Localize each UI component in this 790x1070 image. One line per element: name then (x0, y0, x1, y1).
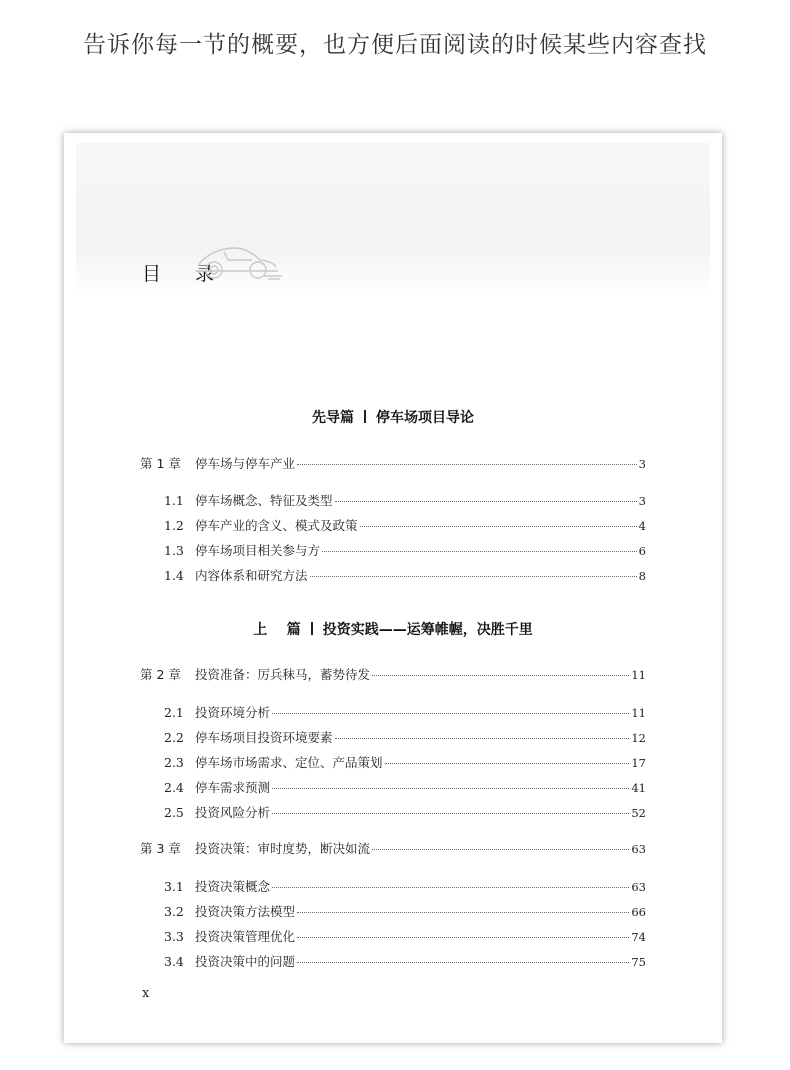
page-caption: 告诉你每一节的概要，也方便后面阅读的时候某些内容查找 (83, 32, 707, 58)
section-number: 2.3 (164, 755, 184, 770)
dot-leader (310, 576, 637, 577)
section-title: 投资决策方法模型 (195, 904, 296, 919)
part-separator (311, 622, 313, 635)
toc-section-entry[interactable] (164, 952, 646, 970)
dot-leader (297, 962, 629, 963)
toc-section-entry[interactable] (164, 728, 646, 746)
toc-chapter-entry[interactable] (140, 839, 646, 857)
page-number: 66 (631, 905, 646, 919)
section-number: 3.2 (164, 904, 184, 919)
page-number: 41 (631, 781, 646, 795)
dot-leader (272, 887, 629, 888)
toc-section-entry[interactable] (164, 902, 646, 920)
page-number: 3 (638, 494, 646, 508)
part-title: 投资实践——运筹帷幄，决胜千里 (322, 622, 533, 638)
section-number: 1.2 (164, 518, 184, 533)
page-number: 75 (631, 955, 646, 969)
toc-section-entry[interactable] (164, 927, 646, 945)
dot-leader (272, 813, 629, 814)
page-number: 12 (631, 731, 646, 745)
section-number: 1.3 (164, 543, 184, 558)
page-number: 3 (638, 457, 646, 471)
section-title: 停车场项目投资环境要素 (195, 730, 333, 745)
section-title: 投资环境分析 (195, 705, 271, 720)
page-number: 63 (631, 842, 646, 856)
dot-leader (297, 464, 637, 465)
toc-section-entry[interactable] (164, 703, 646, 721)
page-number: 11 (631, 706, 646, 720)
part-label: 先导篇 (312, 410, 354, 426)
page-number: 11 (631, 668, 646, 682)
chapter-number: 第 2 章 (140, 667, 181, 682)
toc-section-entry[interactable] (164, 803, 646, 821)
page-number: 4 (638, 519, 646, 533)
section-number: 1.4 (164, 568, 184, 583)
section-number: 1.1 (164, 493, 184, 508)
dot-leader (297, 937, 629, 938)
folio-page-number: x (142, 986, 150, 1001)
page-number: 74 (631, 930, 646, 944)
section-title: 投资决策中的问题 (195, 954, 296, 969)
dot-leader (335, 738, 630, 739)
section-title: 投资风险分析 (195, 805, 271, 820)
page-number: 6 (638, 544, 646, 558)
part-heading (64, 407, 722, 427)
toc-chapter-entry[interactable] (140, 665, 646, 683)
section-number: 2.5 (164, 805, 184, 820)
toc-section-entry[interactable] (164, 516, 646, 534)
part-title: 停车场项目导论 (376, 410, 474, 426)
section-title: 停车场市场需求、定位、产品策划 (195, 755, 383, 770)
part-heading (64, 619, 722, 639)
toc-section-entry[interactable] (164, 491, 646, 509)
section-number: 2.4 (164, 780, 184, 795)
toc-section-entry[interactable] (164, 778, 646, 796)
dot-leader (322, 551, 637, 552)
section-title: 停车场概念、特征及类型 (195, 493, 333, 508)
section-title: 停车需求预测 (195, 780, 271, 795)
chapter-title: 投资决策：审时度势，断决如流 (195, 841, 371, 856)
section-title: 停车产业的含义、模式及政策 (195, 518, 358, 533)
toc-section-entry[interactable] (164, 541, 646, 559)
book-page (64, 133, 722, 1043)
toc-title: 目 录 (142, 263, 229, 285)
chapter-number: 第 1 章 (140, 456, 181, 471)
section-title: 投资决策概念 (195, 879, 271, 894)
toc-chapter-entry[interactable] (140, 454, 646, 472)
page-number: 8 (638, 569, 646, 583)
dot-leader (272, 788, 629, 789)
dot-leader (372, 675, 629, 676)
chapter-title: 停车场与停车产业 (195, 456, 296, 471)
car-logo-icon (194, 238, 284, 282)
section-number: 2.2 (164, 730, 184, 745)
dot-leader (360, 526, 637, 527)
chapter-title: 投资准备：厉兵秣马，蓄势待发 (195, 667, 371, 682)
toc-section-entry[interactable] (164, 566, 646, 584)
toc-section-entry[interactable] (164, 753, 646, 771)
section-title: 投资决策管理优化 (195, 929, 296, 944)
dot-leader (335, 501, 637, 502)
section-number: 2.1 (164, 705, 184, 720)
page-number: 52 (631, 806, 646, 820)
chapter-number: 第 3 章 (140, 841, 181, 856)
part-label: 上 篇 (253, 622, 301, 638)
page-number: 63 (631, 880, 646, 894)
section-title: 停车场项目相关参与方 (195, 543, 321, 558)
section-title: 内容体系和研究方法 (195, 568, 308, 583)
part-separator (364, 410, 366, 423)
dot-leader (272, 713, 629, 714)
dot-leader (297, 912, 629, 913)
dot-leader (385, 763, 630, 764)
section-number: 3.1 (164, 879, 184, 894)
section-number: 3.4 (164, 954, 184, 969)
page-number: 17 (631, 756, 646, 770)
section-number: 3.3 (164, 929, 184, 944)
dot-leader (372, 849, 629, 850)
toc-section-entry[interactable] (164, 877, 646, 895)
